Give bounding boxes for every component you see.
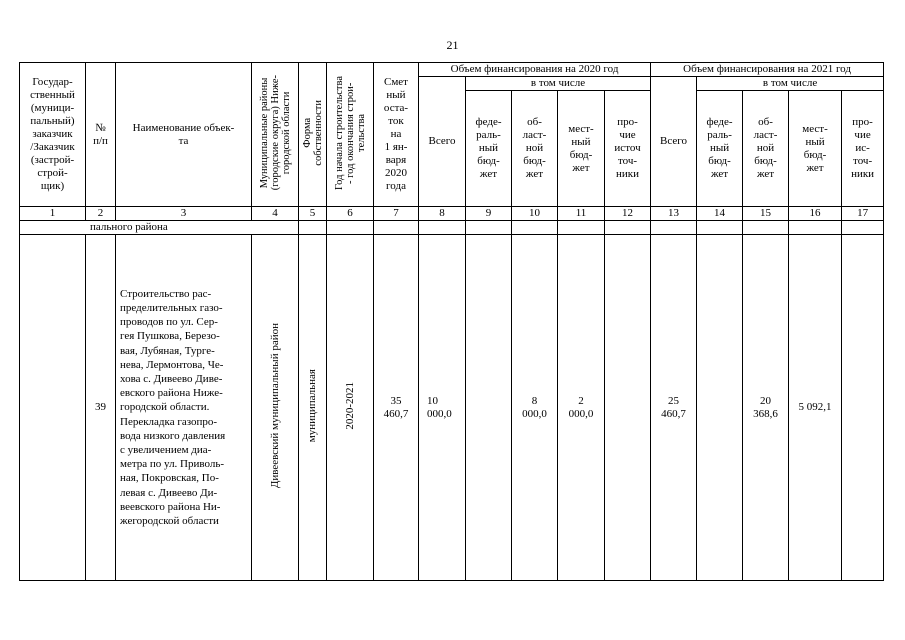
years-cell: 2020-2021	[327, 235, 374, 581]
header-regional-2020: об- ласт- ной бюд- жет	[512, 91, 558, 207]
header-federal-2020: феде- раль- ный бюд- жет	[466, 91, 512, 207]
header-number: № п/п	[86, 63, 116, 207]
remaining-cell: 35 460,7	[374, 235, 419, 581]
empty-cell	[558, 221, 605, 235]
header-regional-2021: об- ласт- ной бюд- жет	[743, 91, 789, 207]
ownership-cell: муниципальная	[299, 235, 327, 581]
header-local-2020: мест- ный бюд- жет	[558, 91, 605, 207]
header-federal-2021: феде- раль- ный бюд- жет	[697, 91, 743, 207]
col-number: 2	[86, 207, 116, 221]
section-label: пального района	[20, 221, 299, 235]
col-number: 6	[327, 207, 374, 221]
other-2021-cell	[842, 235, 884, 581]
header-including-2020: в том числе	[466, 77, 651, 91]
header-local-2021: мест- ный бюд- жет	[789, 91, 842, 207]
customer-cell	[20, 235, 86, 581]
header-total-2020: Всего	[419, 77, 466, 207]
page-number: 21	[446, 38, 459, 52]
object-name: Строительство рас- пределительных газо- проводов по ул. Сер- гея Пушкова, Березо- вая, Лубяная, Турге- нева, Лермонтова, Че- хова с. Дивеево Диве- евского района Ниже- городской области. Перекладка газопро- вода низкого давления с увеличением диа- метра по ул. Приволь- ная, Покровская, По- левая с. Дивеево Ди- веевского района Ни- жегородской области	[116, 235, 252, 581]
local-2020-cell: 2 000,0	[558, 235, 605, 581]
financing-table	[19, 62, 884, 581]
col-number: 16	[789, 207, 842, 221]
empty-cell	[299, 221, 327, 235]
empty-cell	[466, 221, 512, 235]
col-number: 1	[20, 207, 86, 221]
local-2021-cell: 5 092,1	[789, 235, 842, 581]
col-number: 13	[651, 207, 697, 221]
header-object-name: Наименование объек- та	[116, 63, 252, 207]
header-including-2021: в том числе	[697, 77, 884, 91]
empty-cell	[842, 221, 884, 235]
empty-cell	[419, 221, 466, 235]
other-2020-cell	[605, 235, 651, 581]
header-ownership: Форма собственности	[299, 63, 327, 207]
empty-cell	[605, 221, 651, 235]
column-number-row	[20, 207, 884, 221]
col-number: 14	[697, 207, 743, 221]
empty-cell	[651, 221, 697, 235]
col-number: 8	[419, 207, 466, 221]
federal-2020-cell	[466, 235, 512, 581]
col-number: 5	[299, 207, 327, 221]
col-number: 9	[466, 207, 512, 221]
empty-cell	[697, 221, 743, 235]
header-other-2021: про- чие ис- точ- ники	[842, 91, 884, 207]
total-2020-cell: 10 000,0	[419, 235, 466, 581]
header-financing-2020: Объем финансирования на 2020 год	[419, 63, 651, 77]
header-years: Год начала строительства - год окончания строи- тельства	[327, 63, 374, 207]
header-financing-2021: Объем финансирования на 2021 год	[651, 63, 884, 77]
empty-cell	[789, 221, 842, 235]
col-number: 10	[512, 207, 558, 221]
total-2021-cell: 25 460,7	[651, 235, 697, 581]
empty-cell	[512, 221, 558, 235]
regional-2021-cell: 20 368,6	[743, 235, 789, 581]
header-other-2020: про- чие источ точ- ники	[605, 91, 651, 207]
district-cell: Дивеевский муниципальный район	[252, 235, 299, 581]
col-number: 11	[558, 207, 605, 221]
col-number: 15	[743, 207, 789, 221]
federal-2021-cell	[697, 235, 743, 581]
col-number: 12	[605, 207, 651, 221]
col-number: 17	[842, 207, 884, 221]
col-number: 3	[116, 207, 252, 221]
row-number: 39	[86, 235, 116, 581]
header-districts: Муниципальные районы (городские округа) Ниже- городской области	[252, 63, 299, 207]
col-number: 4	[252, 207, 299, 221]
empty-cell	[374, 221, 419, 235]
header-customer: Государ- ственный (муници- пальный) заказчик /Заказчик (застрой- строй- щик)	[20, 63, 86, 207]
header-total-2021: Всего	[651, 77, 697, 207]
table-row	[20, 235, 884, 581]
header-remaining: Смет ный оста- ток на 1 ян- варя 2020 года	[374, 63, 419, 207]
empty-cell	[327, 221, 374, 235]
empty-cell	[743, 221, 789, 235]
regional-2020-cell: 8 000,0	[512, 235, 558, 581]
col-number: 7	[374, 207, 419, 221]
